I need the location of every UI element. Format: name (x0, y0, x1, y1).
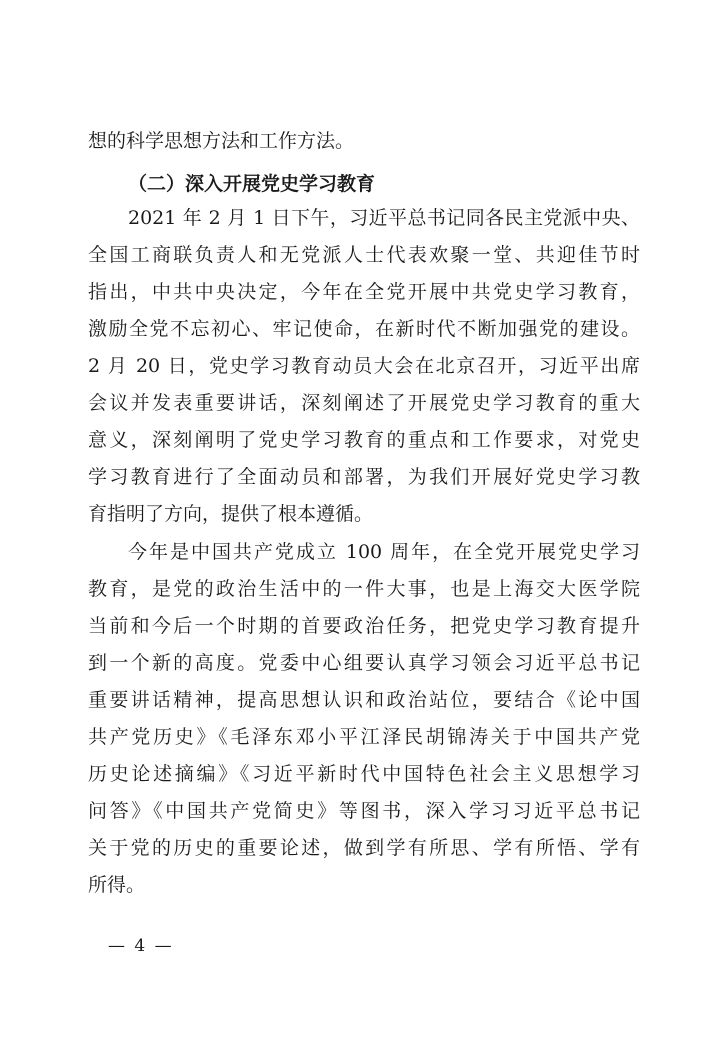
section-heading: （二）深入开展党史学习教育 (128, 173, 376, 195)
body-text-line: 历史论述摘编》《习近平新时代中国特色社会主义思想学习 (88, 763, 640, 785)
body-text-line: 关于党的历史的重要论述，做到学有所思、学有所悟、学有 (88, 837, 640, 859)
body-text-line: 学习教育进行了全面动员和部署，为我们开展好党史学习教 (88, 466, 640, 488)
body-text-line: 教育，是党的政治生活中的一件大事，也是上海交大医学院 (88, 578, 640, 600)
body-text-line: 到一个新的高度。党委中心组要认真学习领会习近平总书记 (88, 652, 640, 674)
body-text-line: 意义，深刻阐明了党史学习教育的重点和工作要求，对党史 (88, 429, 640, 451)
body-text-line: 问答》《中国共产党简史》等图书，深入学习习近平总书记 (88, 800, 640, 822)
body-text-line: 会议并发表重要讲话，深刻阐述了开展党史学习教育的重大 (88, 392, 640, 414)
body-text-line: 所得。 (88, 874, 146, 896)
body-text-line: 今年是中国共产党成立 100 周年，在全党开展党史学习 (128, 541, 640, 563)
body-text-line: 育指明了方向，提供了根本遵循。 (88, 503, 374, 525)
body-text-line: 重要讲话精神，提高思想认识和政治站位，要结合《论中国 (88, 689, 640, 711)
body-text-line: 想的科学思想方法和工作方法。 (88, 130, 355, 152)
body-text-line: 指出，中共中央决定，今年在全党开展中共党史学习教育， (88, 281, 640, 303)
body-text-line: 全国工商联负责人和无党派人士代表欢聚一堂、共迎佳节时 (88, 244, 640, 266)
body-text-line: 当前和今后一个时期的首要政治任务，把党史学习教育提升 (88, 615, 640, 637)
body-text-line: 2021 年 2 月 1 日下午，习近平总书记同各民主党派中央、 (128, 207, 640, 229)
body-text-line: 共产党历史》《毛泽东邓小平江泽民胡锦涛关于中国共产党 (88, 726, 640, 748)
body-text-line: 激励全党不忘初心、牢记使命，在新时代不断加强党的建设。 (88, 318, 640, 340)
page-number: — 4 — (108, 936, 174, 956)
body-text-line: 2 月 20 日，党史学习教育动员大会在北京召开，习近平出席 (88, 355, 640, 377)
